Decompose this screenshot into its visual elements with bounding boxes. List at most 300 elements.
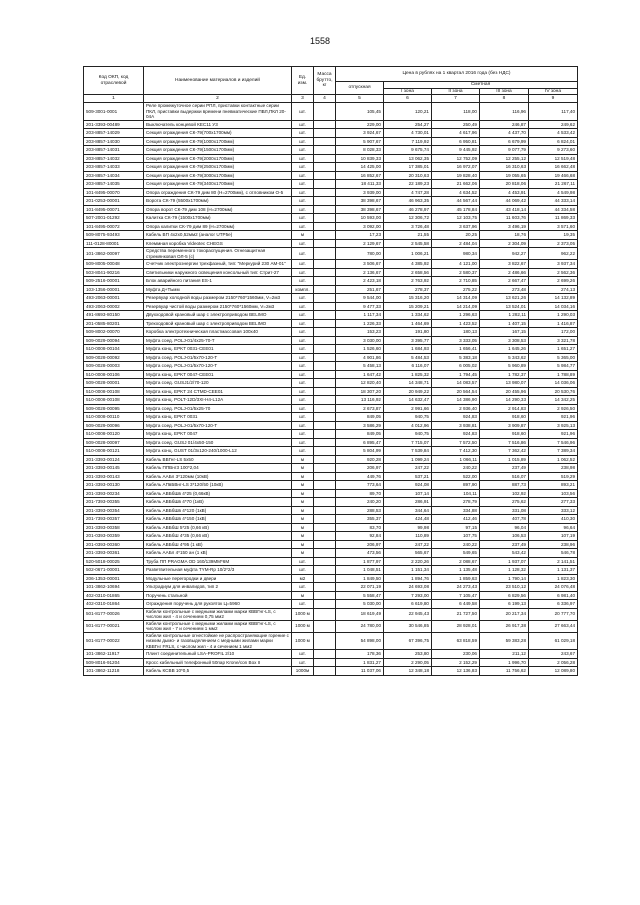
cell-unit: шт. bbox=[292, 370, 314, 379]
cell-unit: шт. bbox=[292, 583, 314, 592]
cell-unit: 1000 м bbox=[292, 632, 314, 650]
cell-zone-3-price: 237,49 bbox=[480, 540, 529, 549]
cell-name: Двухходовой крановый шар с электроприводом BELIMO bbox=[144, 311, 292, 320]
cell-zone-2-price: 6 449,58 bbox=[432, 600, 480, 609]
table-row bbox=[84, 540, 578, 549]
cell-zone-1-price: 940,75 bbox=[384, 430, 432, 439]
header-release: отпускная bbox=[336, 82, 384, 95]
cell-zone-2-price: 28 928,01 bbox=[432, 620, 480, 632]
cell-release-price: 3 506,67 bbox=[336, 260, 384, 269]
cell-zone-1-price: 7 119,92 bbox=[384, 137, 432, 146]
cell-zone-4-price: 243,67 bbox=[529, 650, 578, 659]
table-row bbox=[84, 620, 578, 632]
cell-mass bbox=[314, 387, 336, 396]
table-row bbox=[84, 387, 578, 396]
cell-code: 201-0253-00001 bbox=[84, 197, 144, 206]
cell-unit: шт. bbox=[292, 294, 314, 303]
cell-zone-4-price: 1 416,87 bbox=[529, 319, 578, 328]
cell-zone-2-price: 20 564,54 bbox=[432, 387, 480, 396]
cell-mass bbox=[314, 667, 336, 676]
cell-unit: шт. bbox=[292, 248, 314, 260]
cell-zone-2-price: 20,25 bbox=[432, 231, 480, 240]
cell-zone-3-price: 13 621,26 bbox=[480, 294, 529, 303]
cell-unit: шт. bbox=[292, 557, 314, 566]
cell-zone-4-price: 410,30 bbox=[529, 515, 578, 524]
table-row bbox=[84, 489, 578, 498]
cell-zone-4-price: 1 290,03 bbox=[529, 311, 578, 320]
cell-zone-4-price: 21 267,11 bbox=[529, 180, 578, 189]
cell-zone-4-price: 19,35 bbox=[529, 231, 578, 240]
cell-zone-3-price: 16 310,63 bbox=[480, 163, 529, 172]
cell-zone-4-price: 1 651,27 bbox=[529, 345, 578, 354]
cell-code: 509-0028-00001 bbox=[84, 379, 144, 388]
cell-zone-2-price: 14 386,90 bbox=[432, 396, 480, 405]
cell-mass bbox=[314, 277, 336, 286]
cell-mass bbox=[314, 345, 336, 354]
cell-zone-3-price: 5 343,62 bbox=[480, 353, 529, 362]
cell-mass bbox=[314, 438, 336, 447]
cell-unit: шт. bbox=[292, 205, 314, 214]
cell-zone-3-price: 1 407,15 bbox=[480, 319, 529, 328]
cell-zone-1-price: 30 546,85 bbox=[384, 620, 432, 632]
cell-release-price: 773,64 bbox=[336, 481, 384, 490]
cell-zone-1-price: 254,27 bbox=[384, 120, 432, 129]
cell-zone-4-price: 238,96 bbox=[529, 540, 578, 549]
cell-zone-4-price: 14 036,06 bbox=[529, 379, 578, 388]
cell-zone-1-price: 20 310,63 bbox=[384, 171, 432, 180]
cell-code: 201-3393-00130 bbox=[84, 481, 144, 490]
cell-zone-2-price: 2 580,37 bbox=[432, 268, 480, 277]
cell-zone-1-price: 2 763,92 bbox=[384, 277, 432, 286]
header-estimate: Сметная bbox=[384, 82, 578, 89]
cell-unit: шт. bbox=[292, 197, 314, 206]
table-row bbox=[84, 481, 578, 490]
cell-zone-4-price: 12 089,80 bbox=[529, 667, 578, 676]
cell-zone-1-price: 3 395,77 bbox=[384, 336, 432, 345]
cell-code: 203-8857-14033 bbox=[84, 163, 144, 172]
cell-release-price: 38 398,67 bbox=[336, 197, 384, 206]
cell-zone-2-price: 250,49 bbox=[432, 120, 480, 129]
cell-release-price: 849,05 bbox=[336, 430, 384, 439]
cell-mass bbox=[314, 600, 336, 609]
cell-zone-3-price: 14 290,33 bbox=[480, 396, 529, 405]
cell-zone-4-price: 44 334,58 bbox=[529, 205, 578, 214]
cell-zone-1-price: 22 945,43 bbox=[384, 608, 432, 620]
cell-release-price: 1 831,27 bbox=[336, 658, 384, 667]
cell-zone-2-price: 12 103,75 bbox=[432, 214, 480, 223]
cell-zone-1-price: 110,89 bbox=[384, 532, 432, 541]
cell-unit: шт. bbox=[292, 658, 314, 667]
cell-unit: м bbox=[292, 540, 314, 549]
cell-mass bbox=[314, 532, 336, 541]
cell-name: Средства переменного токораспущения. Огнезащитная стремянковая ОЛ-5 (с) bbox=[144, 248, 292, 260]
cell-name: Ультрадиум для инвалидов, тип 2 bbox=[144, 583, 292, 592]
cell-zone-2-price: 1 296,63 bbox=[432, 311, 480, 320]
cell-zone-1-price: 67 396,75 bbox=[384, 632, 432, 650]
cell-name: Секция ограждения СК-79(3400х1700мм) bbox=[144, 180, 292, 189]
cell-unit: м bbox=[292, 455, 314, 464]
table-row bbox=[84, 583, 578, 592]
cell-unit: шт. bbox=[292, 336, 314, 345]
cell-zone-1-price: 14 348,71 bbox=[384, 379, 432, 388]
cell-zone-3-price: 106,53 bbox=[480, 532, 529, 541]
cell-unit: шт. bbox=[292, 188, 314, 197]
table-row bbox=[84, 396, 578, 405]
cell-zone-4-price: 3 937,34 bbox=[529, 260, 578, 269]
cell-code: 507-2001-01292 bbox=[84, 214, 144, 223]
cell-zone-2-price: 522,00 bbox=[432, 472, 480, 481]
cell-release-price: 1 226,33 bbox=[336, 319, 384, 328]
cell-release-price: 355,37 bbox=[336, 515, 384, 524]
cell-name: Кабели контрольные огнестойкие не распространяющие горение с низким дымо- и газовыделением с медными жилами марки КВВГнг FRLS, с числом жил - 4 и сечением 1 мм2 bbox=[144, 632, 292, 650]
cell-name: Коробка электротехническая пластмассовая 100х40 bbox=[144, 328, 292, 337]
cell-zone-3-price: 1 015,89 bbox=[480, 455, 529, 464]
cell-unit: шт. bbox=[292, 413, 314, 422]
cell-zone-3-price: 237,49 bbox=[480, 464, 529, 473]
cell-zone-4-price: 5 984,77 bbox=[529, 362, 578, 371]
cell-name: Реле промежуточное серии РПЛ, приставки контактные серии ПКЛ, приставки выдержки времени пневматические ПВЛ,ПКЛ 20-04А bbox=[144, 103, 292, 121]
table-row bbox=[84, 171, 578, 180]
table-row bbox=[84, 197, 578, 206]
cell-unit: шт. bbox=[292, 120, 314, 129]
cell-zone-3-price: 2 667,47 bbox=[480, 277, 529, 286]
cell-code: 201-3393-00361 bbox=[84, 549, 144, 558]
cell-name: Секция ограждения СК-79(2500х1700мм) bbox=[144, 163, 292, 172]
cell-mass bbox=[314, 489, 336, 498]
cell-code: 509-0028-00095 bbox=[84, 404, 144, 413]
cell-release-price: 89,70 bbox=[336, 489, 384, 498]
table-row bbox=[84, 137, 578, 146]
cell-release-price: 1 647,42 bbox=[336, 370, 384, 379]
cell-zone-1-price: 20 949,22 bbox=[384, 387, 432, 396]
table-row bbox=[84, 294, 578, 303]
cell-zone-3-price: 273,48 bbox=[480, 285, 529, 294]
cell-mass bbox=[314, 154, 336, 163]
cell-unit: шт. bbox=[292, 260, 314, 269]
cell-zone-4-price: 172,00 bbox=[529, 328, 578, 337]
cell-name: Кабели контрольные с медными жилами марки КВВГнг-LS, с числом жил - 4 и сечением 0,75 мм2 bbox=[144, 608, 292, 620]
cell-name: Кабель ППВнг3 100*2,04 bbox=[144, 464, 292, 473]
cell-zone-1-price: 46 963,35 bbox=[384, 197, 432, 206]
cell-name: Резервуар холодной воды размером 2150*760*1560мм, V=2м3 bbox=[144, 294, 292, 303]
cell-zone-2-price: 9 445,92 bbox=[432, 146, 480, 155]
cell-release-price: 920,28 bbox=[336, 455, 384, 464]
cell-mass bbox=[314, 268, 336, 277]
cell-release-price: 229,00 bbox=[336, 120, 384, 129]
cell-code: 402-0310-01864 bbox=[84, 600, 144, 609]
cell-unit: шт. bbox=[292, 600, 314, 609]
cell-zone-2-price: 19 828,40 bbox=[432, 171, 480, 180]
cell-unit: шт. bbox=[292, 163, 314, 172]
cell-code: 509-0029-00096 bbox=[84, 421, 144, 430]
cell-unit: шт. bbox=[292, 438, 314, 447]
cell-code: 493-2063-00001 bbox=[84, 294, 144, 303]
cell-mass bbox=[314, 120, 336, 129]
cell-release-price: 3 939,00 bbox=[336, 188, 384, 197]
cell-name: Кабель АВБбШв 4*120 (1кВ) bbox=[144, 506, 292, 515]
cell-name: Секция ограждения СК-79(2000х1700мм) bbox=[144, 154, 292, 163]
cell-name: Кабель АВБбШв 4*70 (1кВ) bbox=[144, 498, 292, 507]
cell-mass bbox=[314, 549, 336, 558]
table-row bbox=[84, 248, 578, 260]
cell-zone-1-price: 278,37 bbox=[384, 285, 432, 294]
cell-code: 510-0008-00106 bbox=[84, 370, 144, 379]
cell-name: Опора калитки СК-79 дим 89 (Н=2700мм) bbox=[144, 222, 292, 231]
cell-zone-3-price: 167,15 bbox=[480, 328, 529, 337]
cell-code: 510-0008-00121 bbox=[84, 447, 144, 456]
header-zone-3: III зона bbox=[480, 88, 529, 95]
cell-zone-2-price: 1 066,11 bbox=[432, 455, 480, 464]
cell-mass bbox=[314, 302, 336, 311]
index-cell: 9 bbox=[529, 95, 578, 103]
header-zone-4: IV зона bbox=[529, 88, 578, 95]
cell-zone-3-price: 3 308,53 bbox=[480, 336, 529, 345]
cell-unit: шт. bbox=[292, 268, 314, 277]
table-row bbox=[84, 277, 578, 286]
cell-code: 509-3001-0001 bbox=[84, 103, 144, 121]
cell-code: 101-8495-00072 bbox=[84, 222, 144, 231]
cell-zone-1-price: 1 151,34 bbox=[384, 566, 432, 575]
cell-unit: шт. bbox=[292, 214, 314, 223]
cell-mass bbox=[314, 231, 336, 240]
cell-mass bbox=[314, 658, 336, 667]
cell-mass bbox=[314, 574, 336, 583]
cell-zone-1-price: 2 220,26 bbox=[384, 557, 432, 566]
cell-name: Кабель АВБбШв 4*25 (0,66кВ) bbox=[144, 489, 292, 498]
cell-code: 201-0393-00359 bbox=[84, 532, 144, 541]
cell-unit: шт. bbox=[292, 302, 314, 311]
cell-zone-4-price: 1 788,89 bbox=[529, 370, 578, 379]
cell-zone-1-price: 12 348,18 bbox=[384, 667, 432, 676]
cell-zone-2-price: 4 634,52 bbox=[432, 188, 480, 197]
table-row bbox=[84, 319, 578, 328]
cell-zone-4-price: 4 549,98 bbox=[529, 188, 578, 197]
cell-release-price: 3 092,00 bbox=[336, 222, 384, 231]
cell-mass bbox=[314, 540, 336, 549]
cell-zone-4-price: 19 466,68 bbox=[529, 171, 578, 180]
cell-release-price: 92,84 bbox=[336, 532, 384, 541]
cell-zone-4-price: 14 132,89 bbox=[529, 294, 578, 303]
cell-zone-3-price: 43 418,14 bbox=[480, 205, 529, 214]
cell-name: Муфта конц. EPKT 0047-CEE01 bbox=[144, 370, 292, 379]
cell-zone-2-price: 14 214,09 bbox=[432, 302, 480, 311]
index-cell: 6 bbox=[384, 95, 432, 103]
table-row bbox=[84, 498, 578, 507]
cell-zone-4-price: 4 533,42 bbox=[529, 129, 578, 138]
table-row bbox=[84, 557, 578, 566]
cell-zone-1-price: 99,98 bbox=[384, 523, 432, 532]
cell-zone-4-price: 107,19 bbox=[529, 532, 578, 541]
cell-code: 509-2516-00001 bbox=[84, 277, 144, 286]
cell-name: Секция ограждения СК-79(3000х1700мм) bbox=[144, 171, 292, 180]
cell-name: Труба ПП PRAGMA ОD 160/139ММ*6М bbox=[144, 557, 292, 566]
cell-zone-2-price: 5 383,18 bbox=[432, 353, 480, 362]
cell-zone-3-price: 1 790,14 bbox=[480, 574, 529, 583]
cell-zone-1-price: 3 726,48 bbox=[384, 222, 432, 231]
cell-zone-4-price: 2 141,51 bbox=[529, 557, 578, 566]
cell-name: Трехходовой крановый шар с электроприводом BELIMO bbox=[144, 319, 292, 328]
cell-zone-3-price: 116,96 bbox=[480, 103, 529, 121]
cell-zone-1-price: 565,67 bbox=[384, 549, 432, 558]
cell-zone-1-price: 1 825,32 bbox=[384, 370, 432, 379]
table-row bbox=[84, 413, 578, 422]
cell-zone-2-price: 3 938,81 bbox=[432, 421, 480, 430]
cell-zone-1-price: 1 894,76 bbox=[384, 574, 432, 583]
index-cell: 2 bbox=[144, 95, 292, 103]
cell-unit: м bbox=[292, 231, 314, 240]
cell-zone-4-price: 519,29 bbox=[529, 472, 578, 481]
cell-unit: м bbox=[292, 489, 314, 498]
cell-zone-2-price: 924,83 bbox=[432, 413, 480, 422]
table-row bbox=[84, 362, 578, 371]
cell-zone-4-price: 1 823,30 bbox=[529, 574, 578, 583]
cell-zone-2-price: 2 152,29 bbox=[432, 658, 480, 667]
cell-release-price: 16 852,67 bbox=[336, 171, 384, 180]
cell-zone-1-price: 247,22 bbox=[384, 464, 432, 473]
cell-release-price: 5 458,13 bbox=[336, 362, 384, 371]
cell-zone-4-price: 3 925,13 bbox=[529, 421, 578, 430]
cell-zone-4-price: 6 981,40 bbox=[529, 591, 578, 600]
cell-mass bbox=[314, 481, 336, 490]
cell-release-price: 206,97 bbox=[336, 540, 384, 549]
cell-release-price: 9 477,33 bbox=[336, 302, 384, 311]
cell-zone-2-price: 549,65 bbox=[432, 549, 480, 558]
table-row bbox=[84, 404, 578, 413]
cell-mass bbox=[314, 455, 336, 464]
cell-code: 510-0008-00108 bbox=[84, 396, 144, 405]
cell-unit: 1000м bbox=[292, 667, 314, 676]
header-unit: Ед. изм. bbox=[292, 67, 314, 95]
cell-unit: 1000 м bbox=[292, 608, 314, 620]
cell-zone-2-price: 44 567,44 bbox=[432, 197, 480, 206]
cell-name: Муфта соед. POLJ-01/5х25-70 bbox=[144, 404, 292, 413]
cell-name: Кабели контрольные с медными жилами марки КВВГнг-LS, с числом жил - 7 и сечением 1 мм2 bbox=[144, 620, 292, 632]
cell-unit: шт. bbox=[292, 328, 314, 337]
table-row bbox=[84, 188, 578, 197]
header-row-1 bbox=[84, 67, 578, 82]
cell-code: 203-8857-14032 bbox=[84, 154, 144, 163]
cell-zone-3-price: 6 679,99 bbox=[480, 137, 529, 146]
cell-zone-3-price: 2 304,09 bbox=[480, 239, 529, 248]
price-table bbox=[83, 66, 578, 676]
cell-code: 501-8177-00021 bbox=[84, 620, 144, 632]
cell-mass bbox=[314, 447, 336, 456]
cell-zone-2-price: 3 333,05 bbox=[432, 336, 480, 345]
cell-zone-1-price: 191,80 bbox=[384, 328, 432, 337]
cell-code: 203-8857-14029 bbox=[84, 129, 144, 138]
cell-zone-3-price: 102,92 bbox=[480, 489, 529, 498]
cell-zone-1-price: 9 675,74 bbox=[384, 146, 432, 155]
cell-release-price: 83,70 bbox=[336, 523, 384, 532]
cell-unit: шт. bbox=[292, 129, 314, 138]
cell-unit: шт. bbox=[292, 146, 314, 155]
cell-name: Муфта соед. POLJ-01/5х70-120-Т bbox=[144, 362, 292, 371]
cell-code: 509-8016-91204 bbox=[84, 658, 144, 667]
cell-unit: шт. bbox=[292, 387, 314, 396]
cell-release-price: 1 849,50 bbox=[336, 574, 384, 583]
cell-release-price: 206,97 bbox=[336, 464, 384, 473]
cell-zone-4-price: 7 546,96 bbox=[529, 438, 578, 447]
cell-code: 101-8495-00071 bbox=[84, 205, 144, 214]
cell-zone-3-price: 516,07 bbox=[480, 472, 529, 481]
header-zone-1: I зона bbox=[384, 88, 432, 95]
table-row bbox=[84, 370, 578, 379]
cell-name: Кабель ААБл 4*150 ан (1 кВ) bbox=[144, 549, 292, 558]
cell-code: 101-3862-11218 bbox=[84, 667, 144, 676]
cell-name: Муфта конц. EPKT 0031-CEE01 bbox=[144, 345, 292, 354]
table-row bbox=[84, 447, 578, 456]
cell-mass bbox=[314, 205, 336, 214]
cell-zone-1-price: 1 464,69 bbox=[384, 319, 432, 328]
cell-name: Секция ограждения СК-79(700х1700мм) bbox=[144, 129, 292, 138]
cell-name: Плинт соединительный LSA-PROFIL 2/10 bbox=[144, 650, 292, 659]
table-row bbox=[84, 430, 578, 439]
cell-name: Муфта конц. GUST 01/3х120-240/1000-L12 bbox=[144, 447, 292, 456]
cell-unit: шт. bbox=[292, 353, 314, 362]
table-row bbox=[84, 268, 578, 277]
cell-unit: шт. bbox=[292, 103, 314, 121]
cell-release-price: 449,76 bbox=[336, 472, 384, 481]
cell-zone-1-price: 15 316,20 bbox=[384, 294, 432, 303]
cell-code: 103-1356-00001 bbox=[84, 285, 144, 294]
cell-code: 491-8693-80150 bbox=[84, 311, 144, 320]
cell-code: 101-3862-00097 bbox=[84, 248, 144, 260]
page-number: 1558 bbox=[309, 36, 331, 46]
cell-code: 509-0028-00092 bbox=[84, 353, 144, 362]
cell-zone-3-price: 1 782,37 bbox=[480, 370, 529, 379]
cell-zone-2-price: 14 314,09 bbox=[432, 294, 480, 303]
cell-release-price: 105,45 bbox=[336, 103, 384, 121]
cell-code: 203-8857-14031 bbox=[84, 146, 144, 155]
cell-mass bbox=[314, 506, 336, 515]
cell-name: Муфта соед. POLJ-01/5х70-120-Т bbox=[144, 421, 292, 430]
cell-zone-4-price: 238,98 bbox=[529, 464, 578, 473]
cell-name: Муфта соед. GUSJ1/2/70-120 bbox=[144, 379, 292, 388]
cell-release-price: 18 307,20 bbox=[336, 387, 384, 396]
cell-zone-2-price: 1 794,45 bbox=[432, 370, 480, 379]
cell-name: Муфта соед. GUSJ 01/4х50-150 bbox=[144, 438, 292, 447]
cell-zone-4-price: 2 926,50 bbox=[529, 404, 578, 413]
cell-unit: шт. bbox=[292, 421, 314, 430]
cell-name: Муфта конц. EPKT 24 CTMD-CEE01 bbox=[144, 387, 292, 396]
cell-zone-1-price: 22 189,23 bbox=[384, 180, 432, 189]
cell-code: 203-8857-14034 bbox=[84, 171, 144, 180]
cell-zone-4-price: 921,96 bbox=[529, 430, 578, 439]
table-row bbox=[84, 103, 578, 121]
cell-release-price: 10 839,33 bbox=[336, 154, 384, 163]
cell-unit: м bbox=[292, 498, 314, 507]
cell-name: Кабель АВБбШв 4*150 (1кВ) bbox=[144, 515, 292, 524]
table-row bbox=[84, 163, 578, 172]
table-row bbox=[84, 608, 578, 620]
cell-zone-1-price: 6 116,07 bbox=[384, 362, 432, 371]
header-zone-2: II зона bbox=[432, 88, 480, 95]
cell-zone-2-price: 1 135,48 bbox=[432, 566, 480, 575]
cell-code: 510-0008-00104 bbox=[84, 345, 144, 354]
cell-mass bbox=[314, 396, 336, 405]
cell-code: 201-7393-00357 bbox=[84, 515, 144, 524]
cell-zone-1-price: 12 306,72 bbox=[384, 214, 432, 223]
table-row bbox=[84, 222, 578, 231]
cell-mass bbox=[314, 129, 336, 138]
cell-zone-2-price: 412,46 bbox=[432, 515, 480, 524]
table-row bbox=[84, 650, 578, 659]
cell-name: Блок аварийного питания ES-1 bbox=[144, 277, 292, 286]
cell-code: 101-8495-00070 bbox=[84, 188, 144, 197]
cell-zone-1-price: 14 632,47 bbox=[384, 396, 432, 405]
cell-zone-2-price: 14 083,57 bbox=[432, 379, 480, 388]
cell-zone-2-price: 1 859,63 bbox=[432, 574, 480, 583]
